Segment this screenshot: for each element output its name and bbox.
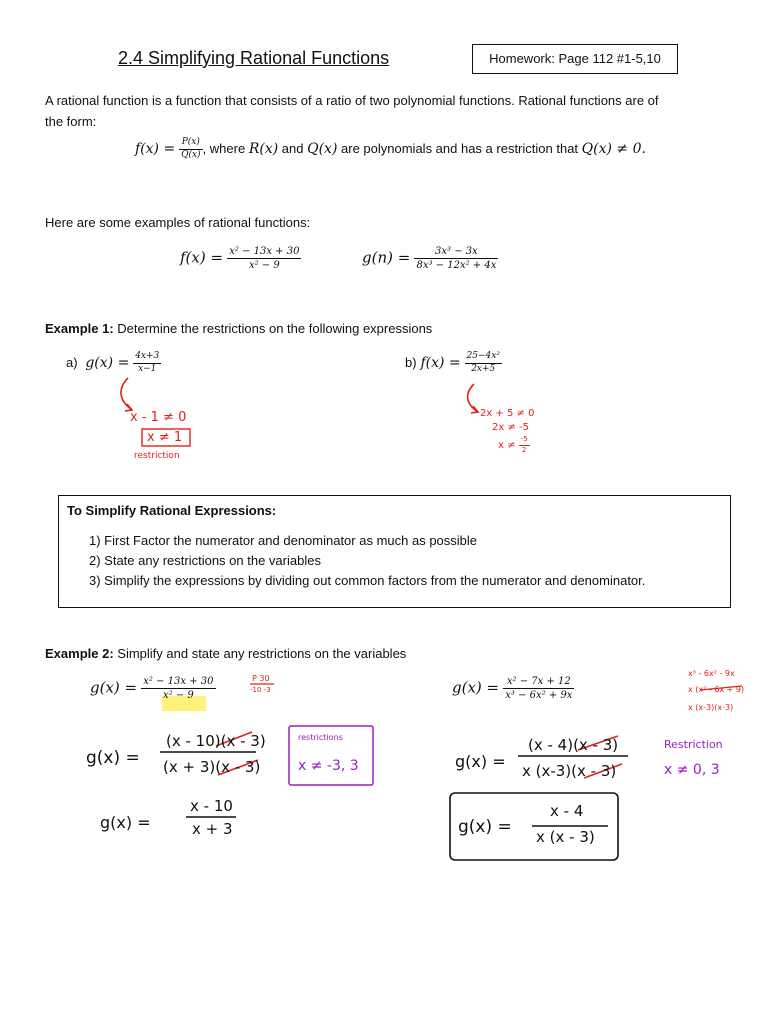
example2-right-step2-num: x - 4 bbox=[550, 802, 584, 820]
example-f-denominator: x² − 9 bbox=[248, 260, 280, 271]
simplify-steps-box bbox=[58, 495, 731, 608]
simplify-heading: To Simplify Rational Expressions: bbox=[67, 503, 277, 518]
example1-a-lhs: g(x) = bbox=[85, 355, 130, 372]
example2-left-step1-lhs: g(x) = bbox=[86, 748, 140, 768]
example2-right-denominator: x³ − 6x² + 9x bbox=[505, 690, 573, 701]
pq-numerator: P(x) bbox=[179, 138, 202, 150]
example2-right-step2-lhs: g(x) = bbox=[458, 817, 512, 837]
example1-b-work-3-den: 2 bbox=[521, 445, 527, 454]
example1-b-work-2: 2x ≠ -5 bbox=[492, 422, 529, 433]
simplify-step-3: 3) Simplify the expressions by dividing out common factors from the numerator and denominator. bbox=[89, 573, 646, 588]
example-g-denominator: 8x³ − 12x² + 4x bbox=[416, 260, 497, 271]
examples-intro: Here are some examples of rational functions: bbox=[45, 215, 311, 230]
simplify-steps-list bbox=[89, 531, 645, 591]
example2-right-numerator: x² − 7x + 12 bbox=[503, 676, 574, 689]
example2-right-step1-lhs: g(x) = bbox=[455, 752, 506, 771]
example1-b-work-1: 2x + 5 ≠ 0 bbox=[480, 408, 535, 419]
arrow-a bbox=[121, 378, 132, 410]
example2-left-denominator: x² − 9 bbox=[163, 690, 194, 701]
example2-left-step2-lhs: g(x) = bbox=[100, 813, 151, 832]
example2-right-side-2: x (x² - 6x + 9) bbox=[688, 685, 745, 694]
example2-right-restriction: x ≠ 0, 3 bbox=[664, 762, 720, 778]
arrow-b bbox=[468, 384, 478, 412]
f-lhs: f(x) = bbox=[135, 141, 176, 158]
example1-b-work-3-num: -5 bbox=[519, 436, 530, 446]
page-title: 2.4 Simplifying Rational Functions bbox=[118, 48, 390, 68]
example2-label: Example 2: bbox=[45, 646, 114, 661]
example1-b-lhs: f(x) = bbox=[420, 355, 461, 372]
example2-right-lhs: g(x) = bbox=[452, 678, 500, 697]
example2-left-restrictions: x ≠ -3, 3 bbox=[298, 758, 359, 774]
example1-b-numerator: 25−4x² bbox=[465, 352, 502, 364]
example2-text: Simplify and state any restrictions on the variables bbox=[113, 646, 407, 661]
example2-left-numerator: x² − 13x + 30 bbox=[143, 676, 214, 687]
simplify-step-1: 1) First Factor the numerator and denominator as much as possible bbox=[89, 533, 478, 548]
example1-label: Example 1: bbox=[45, 321, 114, 336]
example2-right-expression bbox=[452, 676, 574, 701]
example2-left-fraction bbox=[141, 676, 215, 701]
example2-right-step1-num: (x - 4)(x - 3) bbox=[528, 736, 619, 754]
homework-box: Homework: Page 112 #1-5,10 bbox=[472, 44, 678, 74]
example1-a-denominator: x−1 bbox=[138, 363, 157, 374]
example1-text: Determine the restrictions on the following expressions bbox=[113, 321, 433, 336]
example1-b-label: b) bbox=[405, 355, 417, 371]
def-and: and bbox=[278, 141, 308, 157]
intro-line-1: A rational function is a function that consists of a ratio of two polynomial functions. Rational functions are of bbox=[45, 93, 659, 108]
example2-left-note-s: -10 -3 bbox=[250, 686, 271, 694]
example1-b-work-3-lhs: x ≠ bbox=[498, 440, 516, 452]
example2-right-step2-den: x (x - 3) bbox=[536, 828, 595, 846]
example-f-lhs: f(x) = bbox=[180, 248, 224, 267]
simplify-step-2: 2) State any restrictions on the variables bbox=[89, 553, 321, 568]
def-condition: Q(x) ≠ 0. bbox=[581, 141, 646, 158]
example2-left-step2-den: x + 3 bbox=[192, 820, 233, 838]
example2-right-step1-den: x (x-3)(x - 3) bbox=[522, 762, 617, 780]
example1-a-work-1: x - 1 ≠ 0 bbox=[130, 410, 187, 425]
pq-denominator: Q(x) bbox=[181, 149, 201, 160]
example2-left-lhs: g(x) = bbox=[90, 678, 138, 697]
example1-b-denominator: 2x+5 bbox=[471, 363, 496, 374]
example1-a-work-3: restriction bbox=[134, 451, 180, 461]
def-where: , where bbox=[202, 141, 249, 157]
example2-left-step2-num: x - 10 bbox=[190, 797, 233, 815]
def-rest: are polynomials and has a restriction that bbox=[337, 141, 582, 157]
example1-a-work-2: x ≠ 1 bbox=[147, 430, 183, 445]
example2-left-note-p: P 30 bbox=[252, 674, 270, 683]
example2-right-restriction-title: Restriction bbox=[664, 738, 723, 751]
example1-b-work-3 bbox=[498, 436, 530, 454]
def-r: R(x) bbox=[248, 141, 279, 158]
example2-right-fraction bbox=[503, 676, 574, 701]
intro-line-2: the form: bbox=[45, 114, 97, 129]
example2-right-side-3: x (x-3)(x-3) bbox=[688, 703, 734, 712]
example1-b-work-3-fraction bbox=[519, 436, 530, 454]
example2-left-step1-num: (x - 10)(x - 3) bbox=[166, 732, 266, 750]
example2-right-side-1: x³ - 6x² - 9x bbox=[688, 669, 735, 678]
example-g-lhs: g(n) = bbox=[362, 248, 411, 267]
example2-heading bbox=[45, 643, 406, 664]
example2-left-step1-den: (x + 3)(x - 3) bbox=[163, 758, 261, 776]
def-q: Q(x) bbox=[307, 141, 338, 158]
example-g-numerator: 3x³ − 3x bbox=[414, 246, 498, 259]
example1-a-label: a) bbox=[66, 355, 78, 371]
example-f-numerator: x² − 13x + 30 bbox=[229, 246, 300, 257]
example1-a-numerator: 4x+3 bbox=[133, 352, 161, 364]
example2-left-expression bbox=[90, 676, 216, 701]
example2-left-restrictions-title: restrictions bbox=[298, 733, 343, 742]
